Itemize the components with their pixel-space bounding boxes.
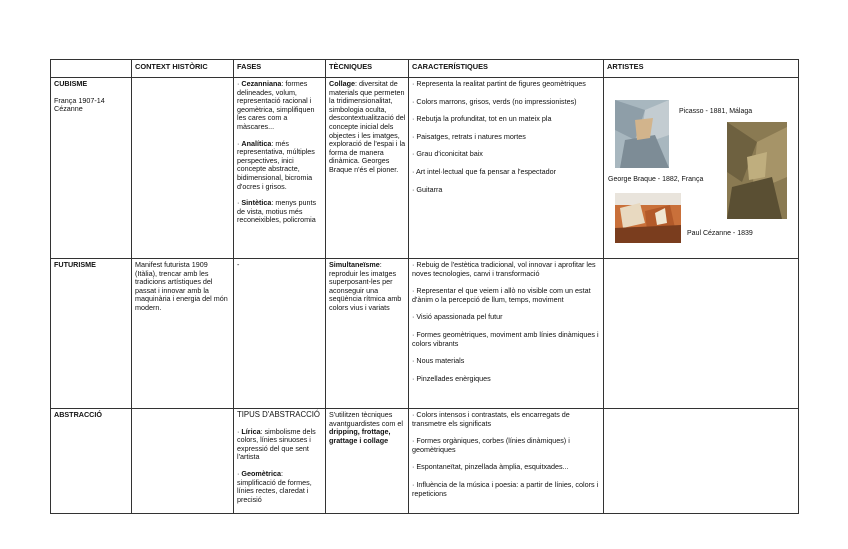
- fases-cell: [234, 409, 326, 514]
- caracteristica-item: · Colors intensos i contrastats, els encarregats de transmetre els significats: [412, 410, 570, 428]
- movement-cell: [51, 259, 132, 409]
- fases-cell: -: [234, 259, 326, 409]
- artist-caption-picasso: Picasso - 1881, Málaga: [679, 108, 753, 115]
- caracteristica-item: · Guitarra: [412, 184, 443, 194]
- movement-name: FUTURISME: [54, 260, 96, 269]
- row-abstraccio: [51, 409, 799, 514]
- caracteristica-item: · Representa la realitat partint de figures geomètriques: [412, 79, 586, 88]
- header-fases: FASES: [234, 60, 326, 78]
- fase-item: · Geomètrica: simplificació de formes, línies rectes, claredat i precisió: [237, 468, 312, 504]
- caracteristica-item: · Colors marrons, grisos, verds (no impressionistes): [412, 96, 577, 106]
- caracteristiques-cell: [409, 409, 604, 514]
- tecniques-cell: Simultaneïsme: reproduir les imatges superposant-les per aconseguir una seqüència rítmica amb colors vius i variats: [326, 259, 409, 409]
- art-movements-table: [50, 59, 799, 514]
- artist-caption-cezanne: Paul Cézanne - 1839: [687, 230, 753, 237]
- fase-item: · Lírica: simbolisme dels colors, línies sinuoses i expressió del que sent l'artista: [237, 426, 316, 462]
- caracteristica-item: · Nous materials: [412, 356, 465, 366]
- caracteristica-item: · Paisatges, retrats i natures mortes: [412, 131, 526, 141]
- caracteristica-item: · Grau d'iconicitat baix: [412, 149, 483, 159]
- context-cell: [132, 78, 234, 259]
- caracteristica-item: · Rebuig de l'estètica tradicional, vol innovar i aprofitar les noves tecnologies, canvi i transformació: [412, 260, 596, 278]
- caracteristiques-cell: [409, 78, 604, 259]
- movement-cell: [51, 78, 132, 259]
- braque-painting-image: [727, 122, 787, 219]
- caracteristica-item: · Art intel·lectual que fa pensar a l'espectador: [412, 166, 557, 176]
- header-context: CONTEXT HISTÒRIC: [132, 60, 234, 78]
- row-cubisme: [51, 78, 799, 259]
- row-futurisme: [51, 259, 799, 409]
- fases-title: TIPUS D'ABSTRACCIÓ: [237, 410, 320, 419]
- artistes-cell: [604, 409, 799, 514]
- caracteristica-item: · Representar el que veiem i allò no visible com un estat d'ànim o la percepció de llum, temps, moviment: [412, 286, 591, 304]
- caracteristica-item: · Pinzellades enèrgiques: [412, 373, 491, 383]
- fase-item: · Sintètica: menys punts de vista, motius més reconeixibles, policromia: [237, 198, 317, 225]
- caracteristiques-cell: [409, 259, 604, 409]
- header-artistes: ARTISTES: [604, 60, 799, 78]
- artistes-cell: [604, 259, 799, 409]
- caracteristica-item: · Influència de la música i poesia: a partir de línies, colors i repeticions: [412, 479, 599, 498]
- tecniques-cell: S'utilitzen tècniques avantguardistes com el dripping, frottage, grattage i collage: [326, 409, 409, 514]
- movement-name: CUBISME: [54, 79, 88, 88]
- movement-name: ABSTRACCIÓ: [54, 410, 102, 419]
- artist-caption-braque: George Braque - 1882, França: [608, 176, 704, 183]
- caracteristica-item: · Formes geomètriques, moviment amb línies dinàmiques i colors vibrants: [412, 329, 599, 348]
- cezanne-painting-image: [615, 193, 681, 243]
- fases-cell: [234, 78, 326, 259]
- tecniques-cell: Collage: diversitat de materials que permeten la tridimensionalitat, simbologia oculta, descontextualització del concepte inicial dels objectes i les imatges, exploració de l'espai i la forma de manera dinàmica. Georges Braque n'és el pioner.: [326, 78, 409, 259]
- caracteristica-item: · Visió apassionada pel futur: [412, 312, 503, 322]
- picasso-painting-image: [615, 100, 669, 168]
- caracteristica-item: · Formes orgàniques, corbes (línies dinàmiques) i geomètriques: [412, 436, 570, 454]
- movement-date: França 1907-14: [54, 95, 105, 105]
- header-tecniques: TÈCNIQUES: [326, 60, 409, 78]
- artistes-cell: [604, 78, 799, 259]
- header-caracteristiques: CARACTERÍSTIQUES: [409, 60, 604, 78]
- fase-item: · Cezanniana: formes delineades, volum, representació racional i geomètrica, simplifiquen les cares com a màscares...: [237, 79, 315, 131]
- header-blank: [51, 60, 132, 78]
- header-row: [51, 60, 799, 78]
- caracteristica-item: · Espontaneïtat, pinzellada àmplia, esquitxades...: [412, 462, 569, 472]
- context-cell: Manifest futurista 1909 (Itàlia), trencar amb les tradicions artístiques del passat i innovar amb la maquinària i energia del món modern.: [132, 259, 234, 409]
- movement-reference: Cézanne: [54, 104, 83, 114]
- context-cell: [132, 409, 234, 514]
- fase-item: · Analítica: més representativa, múltiples perspectives, inici concepte abstracte, bidimensional, bicromia d'ocres i grisos.: [237, 138, 315, 191]
- caracteristica-item: · Rebutja la profunditat, tot en un mateix pla: [412, 114, 552, 124]
- movement-cell: [51, 409, 132, 514]
